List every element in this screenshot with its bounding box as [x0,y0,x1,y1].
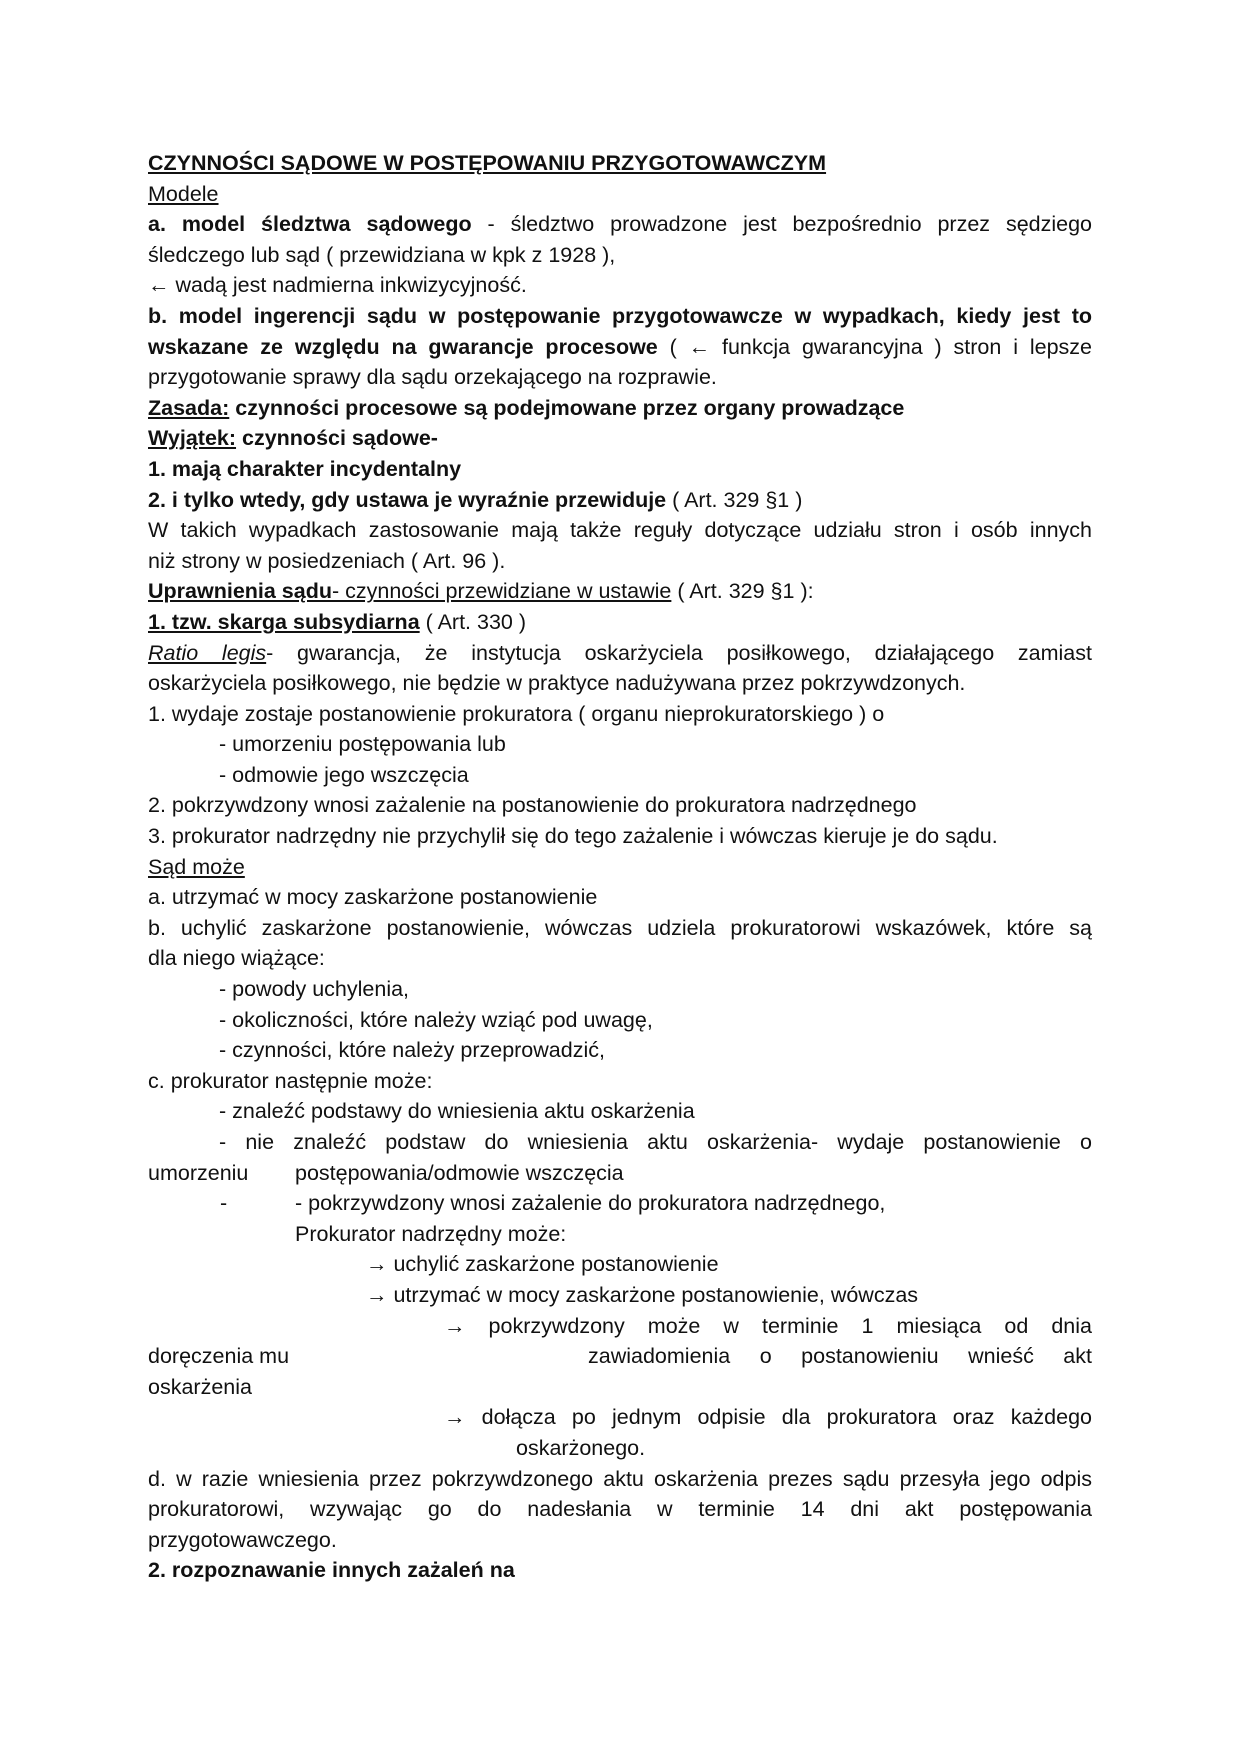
step-1-sub-a: - umorzeniu postępowania lub [219,732,506,757]
wyjatek-item-2-bold: 2. i tylko wtedy, gdy ustawa je wyraźnie przewiduje [148,487,667,512]
model-b-rest: ( ← funkcja gwarancyjna ) stron i lepsze [657,334,1092,359]
step-2: 2. pokrzywdzony wnosi zażalenie na postanowienie do prokuratora nadrzędnego [148,793,917,818]
pn-option-3-end: oskarżenia [148,1374,252,1399]
wyjatek-item-1: 1. mają charakter incydentalny [148,456,462,481]
option-a: a. utrzymać w mocy zaskarżone postanowienie [148,885,598,910]
heading-sad-moze: Sąd może [148,854,245,879]
model-b-line2 [148,332,1092,363]
option-b-line1: b. uchylić zaskarżone postanowienie, wówczas udziela prokuratorowi wskazówek, które są [148,915,1092,940]
option-c-item-3 [148,1188,1092,1219]
option-b-item-1: - powody uchylenia, [219,977,410,1002]
model-a-arrow: ← wadą jest nadmierna inkwizycyjność. [148,273,527,298]
step-1-sub-b: - odmowie jego wszczęcia [219,762,469,787]
skarga-ref: ( Art. 330 ) [419,609,527,634]
option-b-item-2: - okoliczności, które należy wziąć pod uwagę, [219,1007,653,1032]
zasada-label: Zasada: [148,395,230,420]
option-d-line3: przygotowawczego. [148,1527,337,1552]
option-c-item-2-right: postępowania/odmowie wszczęcia [295,1160,624,1185]
uprawnienia-label: Uprawnienia sądu [148,579,332,604]
option-c-item-2-left: umorzeniu [148,1160,249,1185]
zasada-line [148,393,1092,424]
ratio-label: Ratio legis [148,640,267,665]
option-c-item-1: - znaleźć podstawy do wniesienia aktu oskarżenia [219,1099,695,1124]
uprawnienia-ref: ( Art. 329 §1 ): [671,579,814,604]
takich-line1: W takich wypadkach zastosowanie mają także reguły dotyczące udziału stron i osób innych [148,518,1092,543]
option-c-item-3-text: - pokrzywdzony wnosi zażalenie do prokuratora nadrzędnego, [295,1191,886,1216]
wyjatek-item-2-ref: ( Art. 329 §1 ) [666,487,803,512]
pn-option-3-cont [148,1341,1092,1372]
takich-line2: niż strony w posiedzeniach ( Art. 96 ). [148,548,506,573]
option-b-item-3: - czynności, które należy przeprowadzić, [219,1038,605,1063]
prokurator-nadrzedny: Prokurator nadrzędny może: [295,1221,567,1246]
pn-option-4-cont: oskarżonego. [516,1435,646,1460]
option-c: c. prokurator następnie może: [148,1068,433,1093]
uprawnienia-text: - czynności przewidziane w ustawie [332,579,672,604]
skarga-label: 1. tzw. skarga subsydiarna [148,609,420,634]
ratio-line1 [148,638,1092,669]
option-c-item-3-dash: - [220,1191,228,1216]
heading-modele: Modele [148,181,219,206]
skarga-line [148,607,1092,638]
pn-option-1: → uchylić zaskarżone postanowienie [366,1252,719,1277]
page-title: CZYNNOŚCI SĄDOWE W POSTĘPOWANIU PRZYGOTOWAWCZYM [148,151,827,175]
wyjatek-item-2 [148,485,1092,516]
model-a-line1 [148,209,1092,240]
model-a-line2: śledczego lub sąd ( przewidziana w kpk z 1928 ), [148,242,616,267]
option-c-item-2: - nie znaleźć podstaw do wniesienia aktu oskarżenia- wydaje postanowienie o [219,1130,1092,1154]
model-b-bold: wskazane ze względu na gwarancje procesowe [148,334,658,359]
option-c-item-2-cont [148,1158,1092,1189]
pn-option-2: → utrzymać w mocy zaskarżone postanowienie, wówczas [366,1282,919,1307]
model-b-line3: przygotowanie sprawy dla sądu orzekającego na rozprawie. [148,365,717,390]
option-d-line1: d. w razie wniesienia przez pokrzywdzonego aktu oskarżenia prezes sądu przesyła jego odpis [148,1466,1092,1491]
uprawnienia-line [148,576,1092,607]
ratio-line2: oskarżyciela posiłkowego, nie będzie w praktyce nadużywana przez pokrzywdzonych. [148,671,966,696]
pn-option-3-left: doręczenia mu [148,1344,290,1369]
step-1: 1. wydaje zostaje postanowienie prokuratora ( organu nieprokuratorskiego ) o [148,701,885,726]
wyjatek-text: czynności sądowe- [236,426,438,451]
step-3: 3. prokurator nadrzędny nie przychylił się do tego zażalenie i wówczas kieruje je do sądu. [148,824,998,849]
wyjatek-label: Wyjątek: [148,426,237,451]
option-b-line2: dla niego wiążące: [148,946,325,971]
pn-option-4: → dołącza po jednym odpisie dla prokuratora oraz każdego [444,1405,1092,1430]
section-2-heading: 2. rozpoznawanie innych zażaleń na [148,1558,515,1583]
model-a-label: a. model śledztwa sądowego [148,212,472,237]
ratio-text: - gwarancja, że instytucja oskarżyciela posiłkowego, działającego zamiast [266,640,1092,665]
model-a-desc: - śledztwo prowadzone jest bezpośrednio przez sędziego [471,212,1093,237]
pn-option-3: → pokrzywdzony może w terminie 1 miesiąca od dnia [444,1313,1092,1338]
document-body [148,148,1092,1586]
zasada-text: czynności procesowe są podejmowane przez organy prowadzące [229,395,905,420]
wyjatek-line [148,423,1092,454]
option-d-line2: prokuratorowi, wzywając go do nadesłania w terminie 14 dni akt postępowania [148,1497,1092,1522]
model-b-line1: b. model ingerencji sądu w postępowanie przygotowawcze w wypadkach, kiedy jest to [148,303,1092,328]
pn-option-3-right: zawiadomienia o postanowieniu wnieść akt [588,1344,1092,1369]
